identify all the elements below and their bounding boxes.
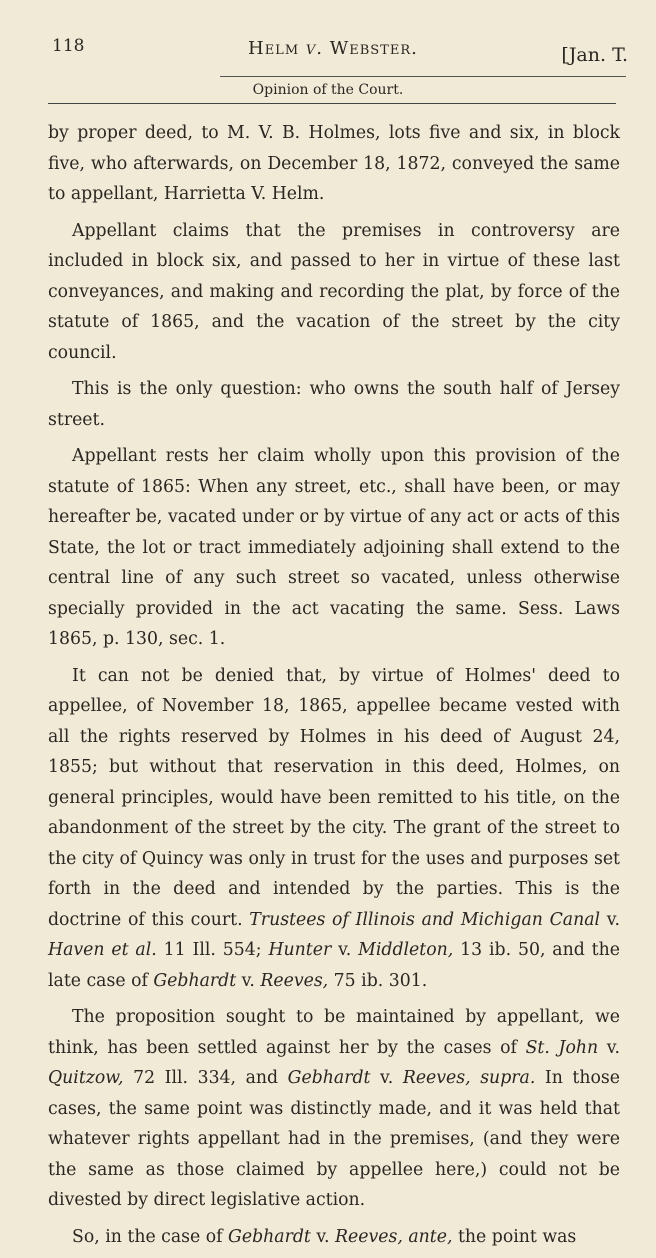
- paragraph-6: [48, 1002, 620, 1216]
- page-header: [0, 0, 656, 110]
- subheading: Opinion of the Court.: [252, 82, 404, 98]
- p7-case-1: Gebhardt: [228, 1226, 311, 1247]
- p7-text-a: So, in the case of: [72, 1226, 229, 1247]
- running-title: [248, 38, 418, 59]
- p5-case-2: Haven et al.: [48, 940, 157, 960]
- p6-text-d: v.: [370, 1068, 403, 1088]
- paragraph-4: Appellant rests her claim wholly upon this provision of the statute of 1865: When any street, etc., shall have been, or may hereafter be, vacated under or by virtue of any act or acts of this State, the lot or tract immediately adjoining shall extend to the central line of any such street so vacated, unless otherwise specially provided in the act vacating the same. Sess. Laws 1865, p. 130, sec. 1.: [48, 446, 620, 649]
- paragraph-5: [48, 661, 620, 997]
- p6-text-e: In those cases, the same point was distinctly made, and it was held that whatever rights appellant had in the premises, (and they were the same as those claimed by appellee here,) could not be divested by direct legislative action.: [48, 1068, 620, 1210]
- p7-text-c: the point was: [452, 1226, 577, 1247]
- page-number: 118: [52, 36, 85, 56]
- p5-text-e: 13 ib. 50, and the late case of: [48, 940, 620, 991]
- p5-text-c: 11 Ill. 554;: [156, 940, 269, 960]
- running-title-left: Helm: [248, 38, 300, 59]
- paragraph-7: [48, 1222, 620, 1253]
- p6-text-c: 72 Ill. 334, and: [123, 1068, 288, 1088]
- p7-case-2: Reeves, ante,: [335, 1226, 453, 1247]
- paragraph-3: This is the only question: who owns the south half of Jersey street.: [48, 379, 620, 430]
- p6-text-b: v.: [598, 1037, 620, 1058]
- p5-case-3: Hunter: [268, 940, 332, 960]
- header-rule-bottom: [48, 103, 616, 104]
- p5-case-1: Trustees of Illinois and Michigan Canal: [249, 909, 601, 930]
- p5-case-5: Gebhardt: [153, 970, 237, 991]
- p7-text-b: v.: [310, 1226, 336, 1247]
- p6-case-2: Quitzow,: [48, 1068, 124, 1088]
- p5-case-4: Middleton,: [358, 940, 454, 960]
- p6-text-a: The proposition sought to be maintained by appellant, we think, has been settled against her by the cases of: [48, 1007, 620, 1058]
- p5-text-d: v.: [331, 940, 359, 960]
- header-rule-top: [220, 76, 626, 77]
- p5-case-6: Reeves,: [260, 970, 329, 991]
- running-title-right: Webster.: [329, 38, 418, 59]
- p6-case-4: Reeves, supra.: [402, 1068, 536, 1088]
- p5-text-f: v.: [236, 970, 261, 991]
- p5-text-b: v.: [600, 909, 620, 930]
- body-text: [48, 118, 620, 1258]
- p5-text-a: It can not be denied that, by virtue of Holmes' deed to appellee, of November 18, 1865, appellee became vested with all the rights reserved by Holmes in his deed of August 24, 1855; but without that reservation in this deed, Holmes, on general principles, would have been remitted to his title, on the abandonment of the street by the city. The grant of the street to the city of Quincy was only in trust for the uses and purposes set forth in the deed and intended by the parties. This is the doctrine of this court.: [48, 665, 620, 930]
- p6-case-1: St. John: [525, 1037, 599, 1058]
- paragraph-2: Appellant claims that the premises in controversy are included in block six, and passed to her in virtue of these last conveyances, and making and recording the plat, by force of the statute of 1865, and the vacation of the street by the city council.: [48, 220, 620, 363]
- running-title-v: v.: [305, 38, 323, 59]
- term-label: [Jan. T.: [561, 44, 628, 66]
- p6-case-3: Gebhardt: [287, 1068, 371, 1088]
- paragraph-1: by proper deed, to M. V. B. Holmes, lots five and six, in block five, who afterwards, on December 18, 1872, conveyed the same to appellant, Harrietta V. Helm.: [48, 123, 620, 204]
- p5-text-g: 75 ib. 301.: [328, 970, 428, 991]
